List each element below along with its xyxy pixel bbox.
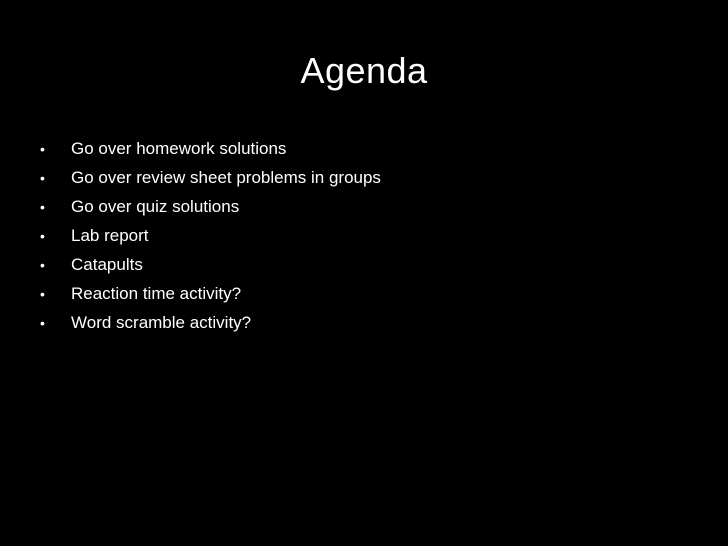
bullet-icon: • — [40, 198, 45, 215]
list-item — [40, 192, 381, 221]
slide-title: Agenda — [300, 50, 428, 91]
agenda-list — [40, 134, 381, 337]
list-item-text: Go over quiz solutions — [71, 196, 240, 216]
list-item-text: Lab report — [71, 225, 149, 245]
list-item-text: Go over review sheet problems in groups — [71, 167, 381, 187]
list-item — [40, 134, 381, 163]
list-item-text: Catapults — [71, 254, 143, 274]
list-item — [40, 308, 381, 337]
bullet-icon: • — [40, 314, 45, 331]
list-item-text: Word scramble activity? — [71, 312, 252, 332]
bullet-icon: • — [40, 256, 45, 273]
bullet-icon: • — [40, 140, 45, 157]
bullet-icon: • — [40, 285, 45, 302]
list-item — [40, 279, 381, 308]
list-item — [40, 163, 381, 192]
list-item — [40, 221, 381, 250]
list-item — [40, 250, 381, 279]
list-item-text: Reaction time activity? — [71, 283, 242, 303]
bullet-icon: • — [40, 169, 45, 186]
bullet-icon: • — [40, 227, 45, 244]
list-item-text: Go over homework solutions — [71, 138, 287, 158]
